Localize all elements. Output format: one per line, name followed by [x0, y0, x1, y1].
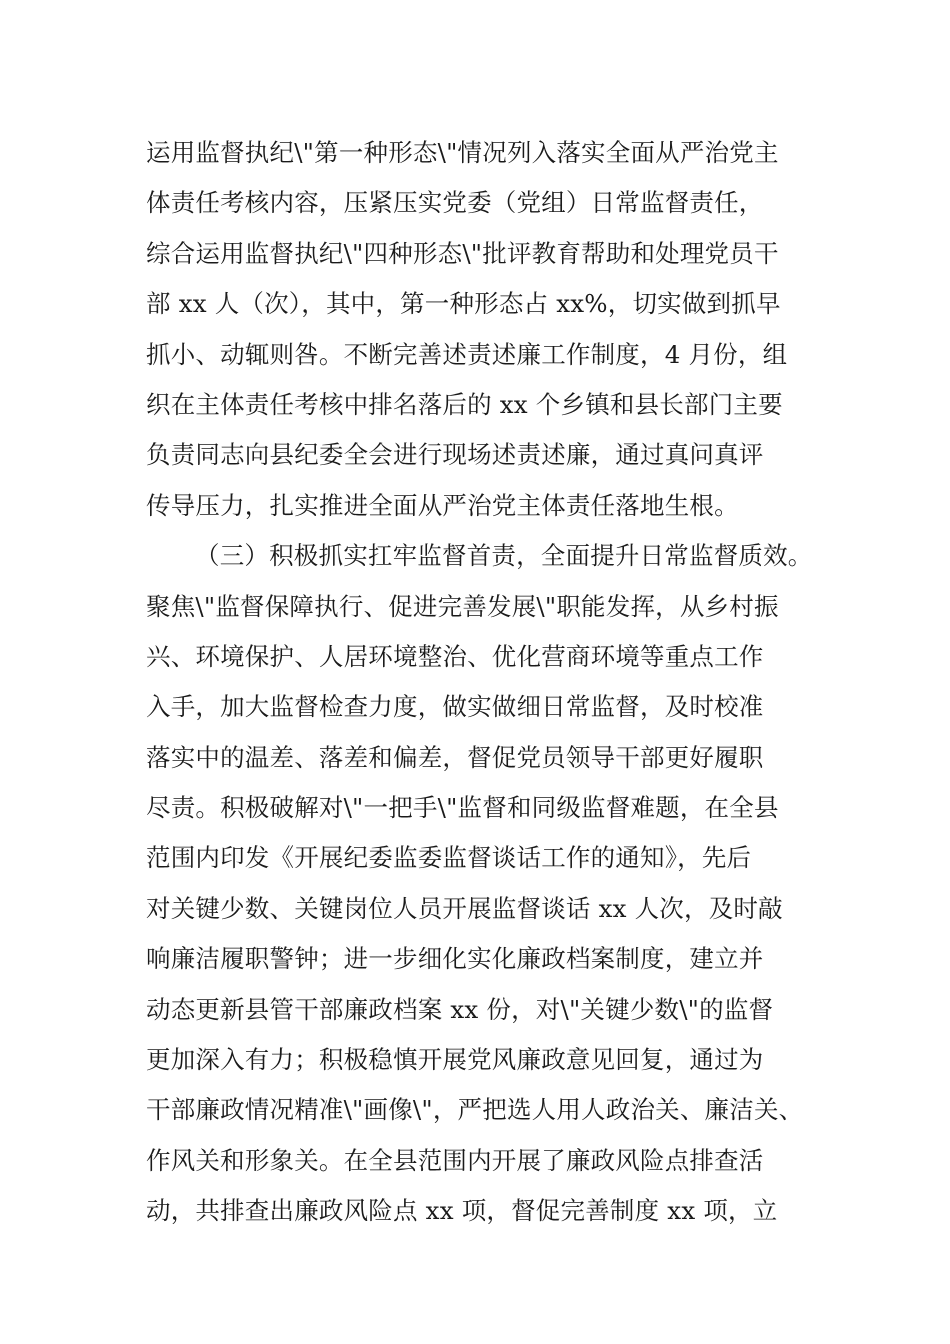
text-line: 响廉洁履职警钟；进一步细化实化廉政档案制度，建立并: [146, 944, 764, 974]
text-line: 入手，加大监督检查力度，做实做细日常监督，及时校准: [146, 692, 764, 722]
text-line: 传导压力，扎实推进全面从严治党主体责任落地生根。: [146, 490, 739, 520]
body-text: [146, 128, 814, 1237]
text-line: 作风关和形象关。在全县范围内开展了廉政风险点排查活: [146, 1145, 764, 1175]
text-line: 动，共排查出廉政风险点 xx 项，督促完善制度 xx 项，立: [146, 1196, 778, 1226]
text-line: 落实中的温差、落差和偏差，督促党员领导干部更好履职: [146, 742, 764, 772]
text-line: 范围内印发《开展纪委监委监督谈话工作的通知》，先后: [146, 843, 752, 873]
section-heading-line: （三）积极抓实扛牢监督首责，全面提升日常监督质效。: [195, 541, 813, 571]
text-line: 对关键少数、关键岗位人员开展监督谈话 xx 人次，及时敲: [146, 893, 783, 923]
text-line: 负责同志向县纪委全会进行现场述责述廉，通过真问真评: [146, 440, 764, 470]
text-line: 聚焦\"监督保障执行、促进完善发展\"职能发挥，从乡村振: [146, 591, 779, 621]
text-line: 抓小、动辄则咎。不断完善述责述廉工作制度，4 月份，组: [146, 339, 788, 369]
text-line: 干部廉政情况精准\"画像\"，严把选人用人政治关、廉洁关、: [146, 1095, 804, 1125]
text-line: 体责任考核内容，压紧压实党委（党组）日常监督责任，: [146, 188, 764, 218]
text-line: 更加深入有力；积极稳慎开展党风廉政意见回复，通过为: [146, 1045, 764, 1075]
text-line: 运用监督执纪\"第一种形态\"情况列入落实全面从严治党主: [146, 138, 779, 167]
text-line: 部 xx 人（次），其中，第一种形态占 xx%，切实做到抓早: [146, 289, 781, 319]
text-line: 尽责。积极破解对\"一把手\"监督和同级监督难题，在全县: [146, 793, 779, 823]
text-line: 织在主体责任考核中排名落后的 xx 个乡镇和县长部门主要: [146, 389, 783, 419]
text-line: 综合运用监督执纪\"四种形态\"批评教育帮助和处理党员干: [146, 238, 779, 268]
text-line: 动态更新县管干部廉政档案 xx 份，对\"关键少数\"的监督: [146, 994, 774, 1024]
text-line: 兴、环境保护、人居环境整治、优化营商环境等重点工作: [146, 641, 764, 671]
